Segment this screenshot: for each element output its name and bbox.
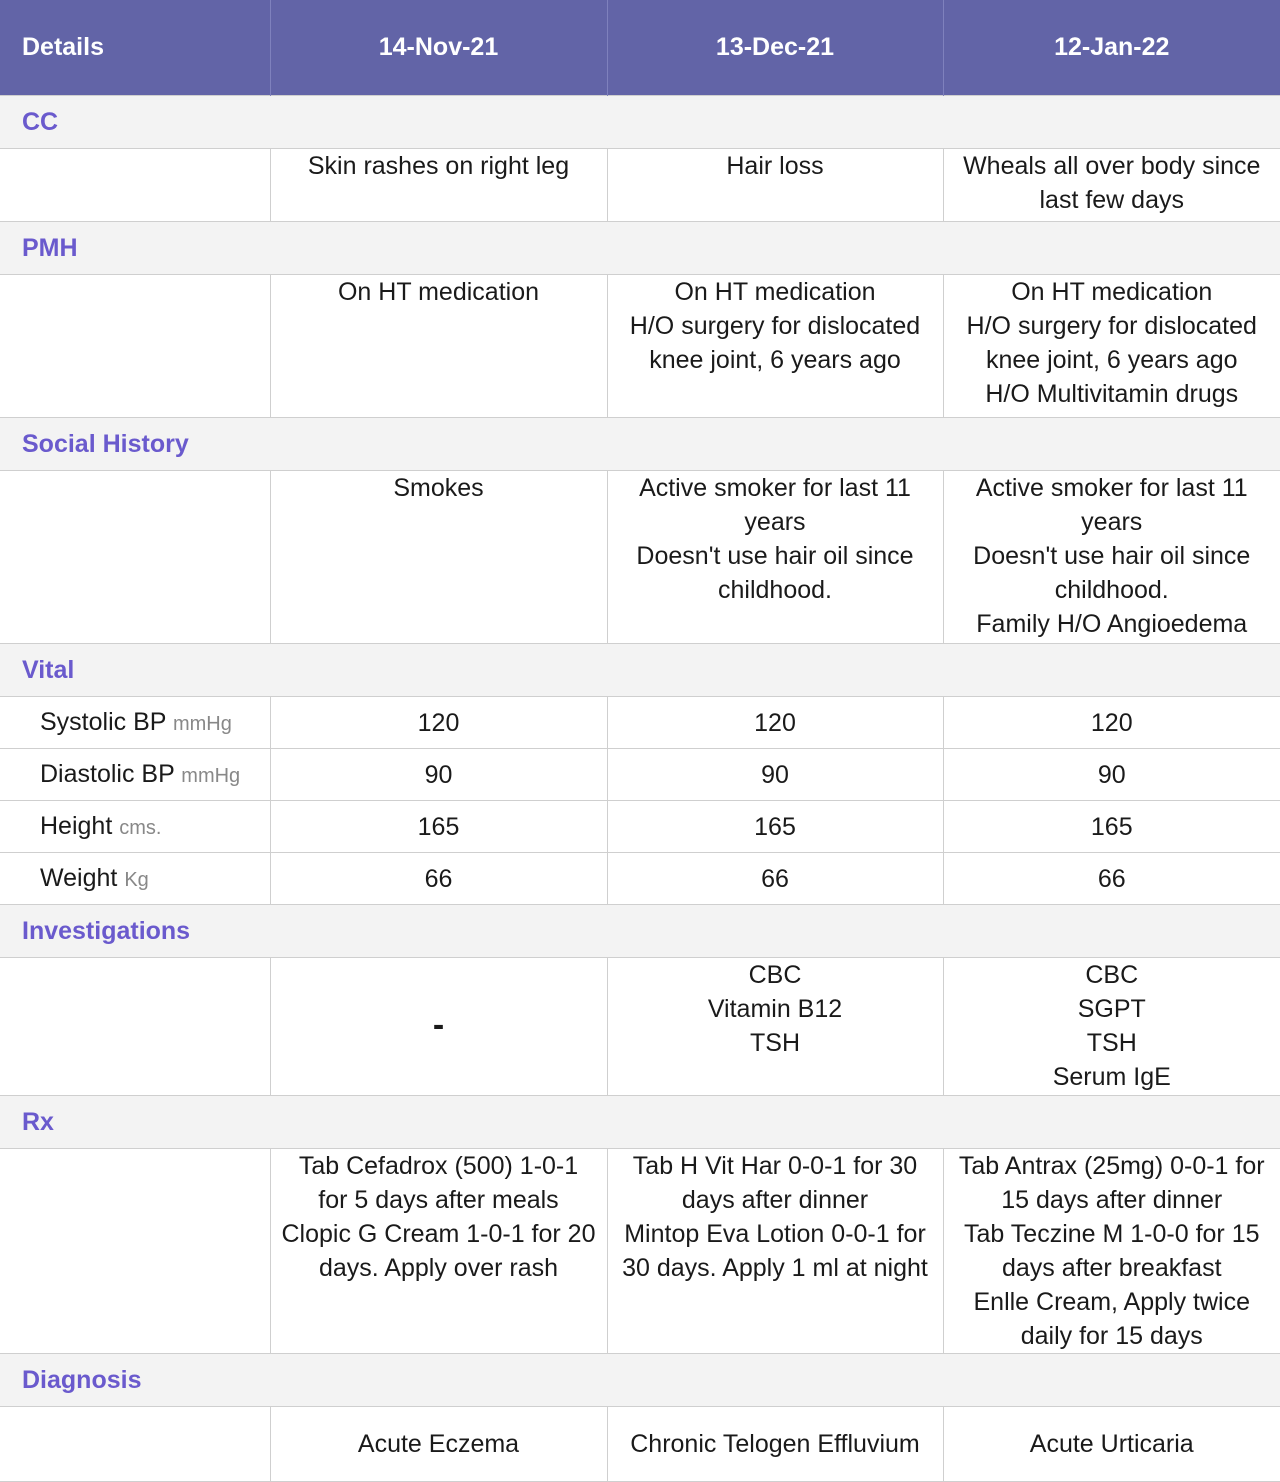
- cell-line: CBC: [1085, 961, 1139, 989]
- cell-line: H/O Multivitamin drugs: [985, 380, 1239, 408]
- rx-cell: [943, 1149, 1280, 1354]
- cell-line: H/O surgery for dislocated: [629, 312, 921, 340]
- cell-line: Wheals all over body since: [963, 152, 1261, 180]
- cell-line: Active smoker for last 11: [975, 474, 1248, 502]
- cell-line: Serum IgE: [1052, 1063, 1171, 1091]
- cell-line: TSH: [750, 1029, 800, 1057]
- vital-value: 165: [270, 801, 607, 853]
- row-label-pmh: [0, 275, 270, 418]
- section-row-social-history: [0, 418, 1280, 471]
- social-cell: [607, 471, 943, 644]
- vital-unit: Kg: [124, 869, 149, 891]
- social-cell: [943, 471, 1280, 644]
- cc-cell: [270, 149, 607, 222]
- vital-label-text: Systolic BP: [40, 708, 166, 736]
- cell-line: H/O surgery for dislocated: [966, 312, 1257, 340]
- investigations-cell: [943, 958, 1280, 1096]
- cell-line: On HT medication: [674, 278, 876, 306]
- cell-line: knee joint, 6 years ago: [649, 346, 901, 374]
- vital-unit: mmHg: [181, 765, 241, 787]
- social-cell: [270, 471, 607, 644]
- cell-line: CBC: [748, 961, 802, 989]
- vital-label: [0, 749, 270, 801]
- cell-line: Tab Cefadrox (500) 1-0-1: [298, 1152, 579, 1180]
- data-row-cc: [0, 149, 1280, 222]
- cell-line: Clopic G Cream 1-0-1 for 20: [281, 1220, 596, 1248]
- cell-line: Enlle Cream, Apply twice: [973, 1288, 1250, 1316]
- empty-dash: -: [432, 1006, 445, 1044]
- cell-line: Family H/O Angioedema: [976, 610, 1248, 638]
- section-title-social-history: Social History: [0, 418, 1280, 471]
- cell-line: Vitamin B12: [707, 995, 843, 1023]
- cell-line: childhood.: [718, 576, 832, 604]
- vital-row-weight: [0, 853, 1280, 905]
- cell-line: TSH: [1086, 1029, 1137, 1057]
- investigations-cell: [607, 958, 943, 1096]
- pmh-cell: [943, 275, 1280, 418]
- rx-cell: [607, 1149, 943, 1354]
- diagnosis-cell: Chronic Telogen Effluvium: [607, 1407, 943, 1482]
- cell-line: for 5 days after meals: [318, 1186, 559, 1214]
- row-label-diagnosis: [0, 1407, 270, 1482]
- cell-line: Tab Antrax (25mg) 0-0-1 for: [958, 1152, 1265, 1180]
- cell-line: On HT medication: [337, 278, 539, 306]
- section-title-vital: Vital: [0, 644, 1280, 697]
- section-row-investigations: [0, 905, 1280, 958]
- cell-line: childhood.: [1054, 576, 1169, 604]
- section-title-pmh: PMH: [0, 222, 1280, 275]
- cell-line: 30 days. Apply 1 ml at night: [622, 1254, 928, 1282]
- cell-line: daily for 15 days: [1020, 1322, 1203, 1350]
- row-label-cc: [0, 149, 270, 222]
- date-header-3: 12-Jan-22: [943, 0, 1280, 96]
- header-row: [0, 0, 1280, 96]
- vital-value: 120: [607, 697, 943, 749]
- cell-line: knee joint, 6 years ago: [985, 346, 1238, 374]
- vital-label-text: Weight: [40, 864, 118, 892]
- vital-unit: cms.: [119, 817, 162, 839]
- section-title-rx: Rx: [0, 1096, 1280, 1149]
- details-header: Details: [0, 0, 270, 96]
- rx-cell: [270, 1149, 607, 1354]
- section-row-rx: [0, 1096, 1280, 1149]
- cell-line: Doesn't use hair oil since: [973, 542, 1251, 570]
- data-row-rx: [0, 1149, 1280, 1354]
- cell-line: days after dinner: [681, 1186, 869, 1214]
- pmh-cell: [270, 275, 607, 418]
- vital-unit: mmHg: [172, 713, 232, 735]
- vital-value: 165: [607, 801, 943, 853]
- cell-line: Doesn't use hair oil since: [636, 542, 914, 570]
- cell-line: Skin rashes on right leg: [307, 152, 570, 180]
- vital-row-height: [0, 801, 1280, 853]
- cell-line: 15 days after dinner: [1001, 1186, 1223, 1214]
- section-title-cc: CC: [0, 96, 1280, 149]
- row-label-rx: [0, 1149, 270, 1354]
- date-header-2: 13-Dec-21: [607, 0, 943, 96]
- cc-cell: [607, 149, 943, 222]
- vital-value: 90: [943, 749, 1280, 801]
- vital-label-text: Diastolic BP: [40, 760, 175, 788]
- section-row-pmh: [0, 222, 1280, 275]
- vital-value: 90: [607, 749, 943, 801]
- cell-line: Hair loss: [726, 152, 824, 180]
- cell-line: last few days: [1039, 186, 1184, 214]
- vital-value: 66: [270, 853, 607, 905]
- cell-line: Active smoker for last 11: [639, 474, 911, 502]
- cell-line: On HT medication: [1011, 278, 1213, 306]
- vital-label: [0, 697, 270, 749]
- investigations-cell: [270, 958, 607, 1096]
- diagnosis-cell: Acute Eczema: [270, 1407, 607, 1482]
- data-row-pmh: [0, 275, 1280, 418]
- cell-line: Tab Teczine M 1-0-0 for 15: [963, 1220, 1260, 1248]
- date-header-1: 14-Nov-21: [270, 0, 607, 96]
- data-row-diagnosis: [0, 1407, 1280, 1482]
- vital-row-systolic-bp: [0, 697, 1280, 749]
- vital-label-text: Height: [40, 812, 113, 840]
- section-title-diagnosis: Diagnosis: [0, 1354, 1280, 1407]
- section-row-diagnosis: [0, 1354, 1280, 1407]
- pmh-cell: [607, 275, 943, 418]
- cell-line: SGPT: [1077, 995, 1146, 1023]
- vital-label: [0, 801, 270, 853]
- cell-line: days. Apply over rash: [318, 1254, 558, 1282]
- cell-line: years: [744, 508, 806, 536]
- cell-line: Smokes: [393, 474, 484, 502]
- vital-value: 165: [943, 801, 1280, 853]
- vital-label: [0, 853, 270, 905]
- cell-line: Tab H Vit Har 0-0-1 for 30: [632, 1152, 918, 1180]
- vital-value: 66: [607, 853, 943, 905]
- vital-value: 120: [270, 697, 607, 749]
- data-row-investigations: [0, 958, 1280, 1096]
- row-label-social: [0, 471, 270, 644]
- cell-line: days after breakfast: [1001, 1254, 1222, 1282]
- section-row-cc: [0, 96, 1280, 149]
- cell-line: Mintop Eva Lotion 0-0-1 for: [624, 1220, 926, 1248]
- row-label-investigations: [0, 958, 270, 1096]
- cell-line: years: [1081, 508, 1143, 536]
- vital-value: 120: [943, 697, 1280, 749]
- data-row-social-history: [0, 471, 1280, 644]
- vital-row-diastolic-bp: [0, 749, 1280, 801]
- cc-cell: [943, 149, 1280, 222]
- vital-value: 90: [270, 749, 607, 801]
- diagnosis-cell: Acute Urticaria: [943, 1407, 1280, 1482]
- section-title-investigations: Investigations: [0, 905, 1280, 958]
- section-row-vital: [0, 644, 1280, 697]
- vital-value: 66: [943, 853, 1280, 905]
